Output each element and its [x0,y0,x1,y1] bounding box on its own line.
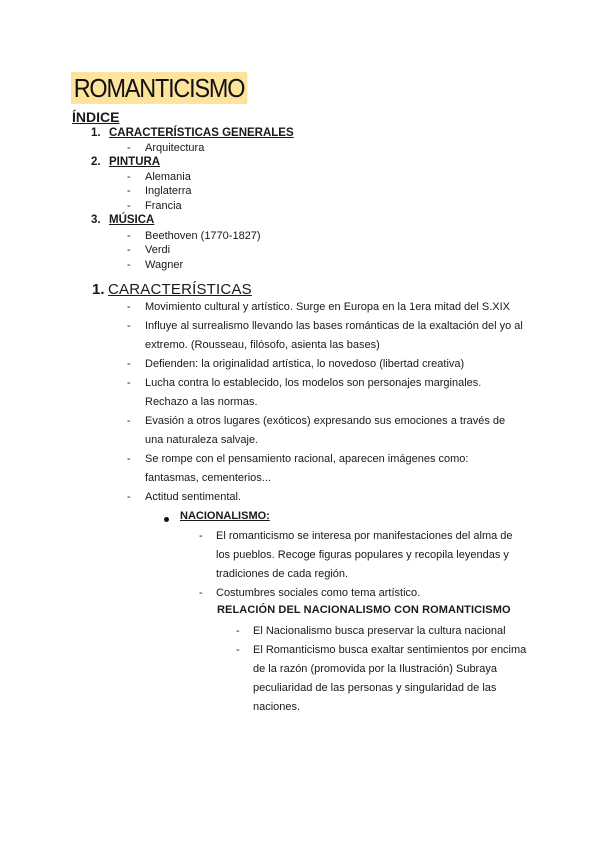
toc-item: Verdi [145,244,171,256]
list-item: El Nacionalismo busca preservar la cultura nacional [253,625,506,637]
list-dash: - [127,320,131,332]
list-dash: - [127,377,131,389]
index-heading: ÍNDICE [72,109,120,125]
toc-item: Alemania [145,171,191,183]
list-dash: - [127,142,131,154]
toc-item: Arquitectura [145,142,205,154]
list-dash: - [127,301,131,313]
list-item: El romanticismo se interesa por manifestaciones del alma de los pueblos. Recoge figuras populares y recopila leyendas y tradiciones de cada región. [216,530,513,580]
list-item: Defienden: la originalidad artística, lo novedoso (libertad creativa) [145,358,465,370]
list-dash: - [127,415,131,427]
bullet-icon [164,517,169,522]
list-item: El Romanticismo busca exaltar sentimientos por encima de la razón (promovida por la Ilustración) Subraya peculiaridad de las personas y singularidad de las naciones. [253,644,527,713]
list-dash: - [127,200,131,212]
list-item: Influye al surrealismo llevando las bases románticas de la exaltación del yo al extremo. (Rousseau, filósofo, asienta las bases) [145,320,523,351]
list-item: Movimiento cultural y artístico. Surge en Europa en la 1era mitad del S.XIX [145,301,511,313]
list-item: Se rompe con el pensamiento racional, aparecen imágenes como: fantasmas, cementerios... [145,453,469,484]
list-dash: - [127,244,131,256]
toc-heading: MÚSICA [109,214,155,226]
list-item: Costumbres sociales como tema artístico. [216,587,421,599]
list-dash: - [127,171,131,183]
list-dash: - [127,453,131,465]
section-title: CARACTERÍSTICAS [108,281,252,298]
toc-item: Inglaterra [145,185,192,197]
list-item: Lucha contra lo establecido, los modelos son personajes marginales. Rechazo a las normas. [145,377,482,408]
list-item: Evasión a otros lugares (exóticos) expresando sus emociones a través de una naturaleza salvaje. [145,415,506,446]
section-number: 1. [92,281,105,298]
list-dash: - [199,530,203,542]
list-dash: - [127,230,131,242]
toc-number: 2. [91,156,101,168]
list-dash: - [127,491,131,503]
toc-number: 1. [91,127,101,139]
toc-item: Wagner [145,259,184,271]
list-dash: - [127,259,131,271]
toc-heading: PINTURA [109,156,161,168]
document-title: ROMANTICISMO [71,72,247,104]
nacionalismo-heading: NACIONALISMO: [180,510,270,522]
list-dash: - [199,587,203,599]
list-dash: - [127,185,131,197]
toc-heading: CARACTERÍSTICAS GENERALES [109,127,294,139]
relation-heading: RELACIÓN DEL NACIONALISMO CON ROMANTICISMO [217,604,511,616]
list-item: Actitud sentimental. [145,491,241,503]
toc-item: Beethoven (1770-1827) [145,230,261,242]
list-dash: - [236,644,240,656]
list-dash: - [127,358,131,370]
toc-number: 3. [91,214,101,226]
list-dash: - [236,625,240,637]
toc-item: Francia [145,200,182,212]
